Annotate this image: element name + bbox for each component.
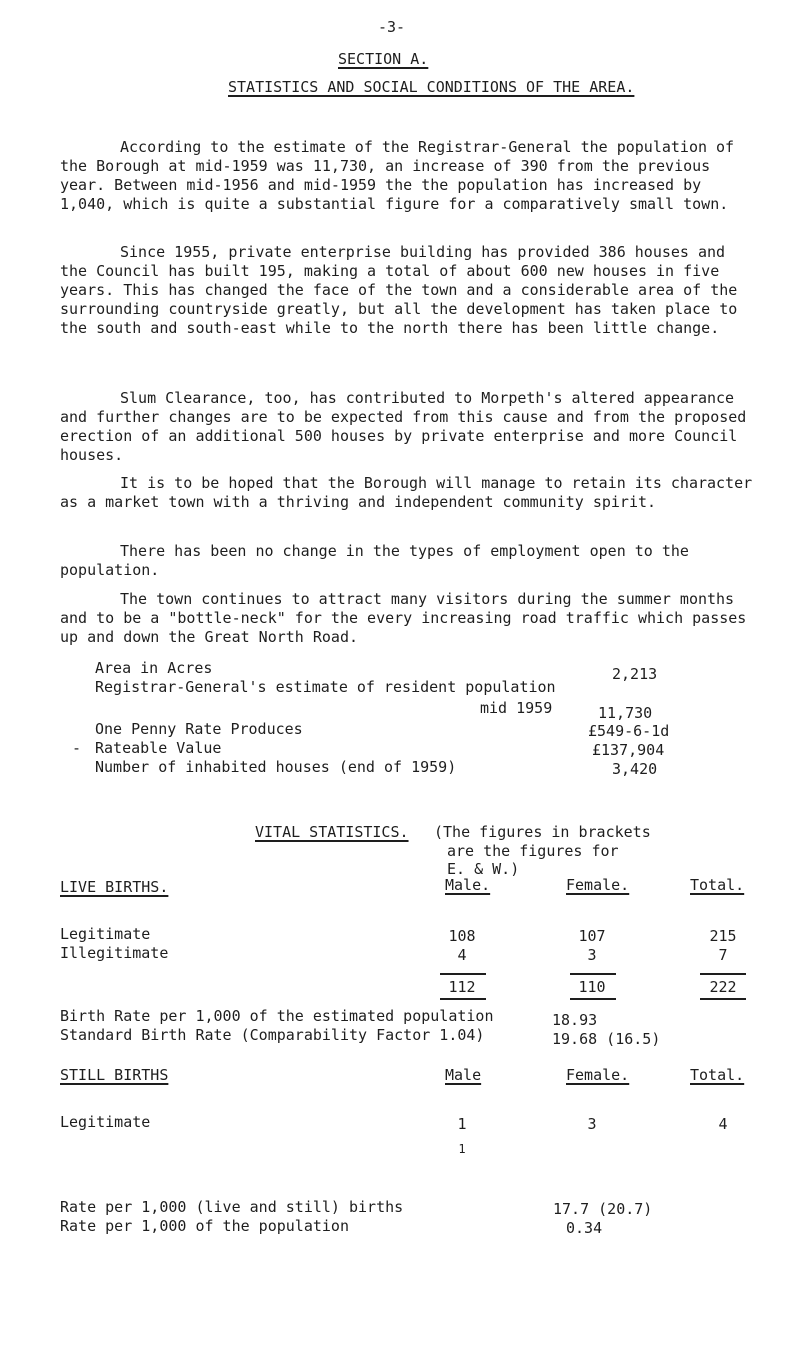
paragraph-traffic: The town continues to attract many visitors during the summer months and to be a "bottle-neck" for the every increasing road traffic which passes up and down the Great North Road. xyxy=(60,590,747,646)
birth-rate-label: Birth Rate per 1,000 of the estimated population xyxy=(60,1007,494,1025)
rule-female-bottom xyxy=(570,998,616,1000)
row-male: 4 xyxy=(457,946,467,964)
row-total: 7 xyxy=(718,946,728,964)
rate-live-still-value: 17.7 (20.7) xyxy=(553,1200,653,1218)
paragraph-market-town: It is to be hoped that the Borough will manage to retain its character as a market town with a thriving and independent community spirit. xyxy=(60,474,753,511)
row-male: 108 xyxy=(448,927,476,945)
row-female: 107 xyxy=(578,927,606,945)
still-births-heading: STILL BIRTHS xyxy=(60,1066,169,1084)
still-row-label: Legitimate xyxy=(60,1113,151,1131)
page-number: -3- xyxy=(378,18,406,36)
total-male: 112 xyxy=(448,978,476,996)
rule-total-bottom xyxy=(700,998,746,1000)
still-row-male: 1 xyxy=(457,1115,467,1133)
still-row-female: 3 xyxy=(587,1115,597,1133)
total-total: 222 xyxy=(709,978,737,996)
rule-total-top xyxy=(700,973,746,975)
rate-live-still-label: Rate per 1,000 (live and still) births xyxy=(60,1198,404,1216)
col-male-header: Male. xyxy=(445,876,491,894)
row-female: 3 xyxy=(587,946,597,964)
section-subtitle: STATISTICS AND SOCIAL CONDITIONS OF THE AREA. xyxy=(228,78,635,96)
area-value: 2,213 xyxy=(612,665,658,683)
still-col-total-header: Total. xyxy=(690,1066,745,1084)
rateable-value: £137,904 xyxy=(592,741,665,759)
population-year-label: mid 1959 xyxy=(480,699,553,717)
col-female-header: Female. xyxy=(566,876,630,894)
rule-male-top xyxy=(440,973,486,975)
rateable-bullet: - xyxy=(72,739,82,757)
population-value: 11,730 xyxy=(598,704,653,722)
paragraph-slum-clearance: Slum Clearance, too, has contributed to Morpeth's altered appearance and further changes are to be expected from this cause and from the proposed erection of an additional 500 houses by private enterprise and more Council houses. xyxy=(60,389,747,464)
paragraph-housing: Since 1955, private enterprise building has provided 386 houses and the Council has built 195, making a total of about 600 new houses in five years. This has changed the face of the town and a considerable area of the surrounding countryside greatly, but all the development has taken place to the south and south-east while to the north there has been little change. xyxy=(60,243,738,337)
penny-rate-label: One Penny Rate Produces xyxy=(95,720,303,738)
rule-male-bottom xyxy=(440,998,486,1000)
vital-statistics-title: VITAL STATISTICS. xyxy=(255,823,409,841)
row-label: Legitimate xyxy=(60,925,151,943)
rate-population-value: 0.34 xyxy=(566,1219,603,1237)
row-total: 215 xyxy=(709,927,737,945)
std-birth-rate-label: Standard Birth Rate (Comparability Factor 1.04) xyxy=(60,1026,485,1044)
paragraph-population: According to the estimate of the Registrar-General the population of the Borough at mid-1959 was 11,730, an increase of 390 from the previous year. Between mid-1956 and mid-1959 the the population has increased by 1,040, which is quite a substantial figure for a comparatively small town. xyxy=(60,138,735,213)
row-label: Illegitimate xyxy=(60,944,169,962)
penny-rate-value: £549-6-1d xyxy=(588,722,670,740)
rateable-value-label: Rateable Value xyxy=(95,739,222,757)
area-label: Area in Acres xyxy=(95,659,213,677)
bracket-note-line-3: E. & W.) xyxy=(447,860,520,878)
birth-rate-value: 18.93 xyxy=(552,1011,598,1029)
bracket-note-line-1: (The figures in brackets xyxy=(434,823,651,841)
population-label: Registrar-General's estimate of resident population xyxy=(95,678,556,696)
inhabited-houses-label: Number of inhabited houses (end of 1959) xyxy=(95,758,457,776)
still-col-male-header: Male xyxy=(445,1066,482,1084)
still-row-male-extra: 1 xyxy=(458,1142,466,1156)
inhabited-houses-value: 3,420 xyxy=(612,760,658,778)
std-birth-rate-value: 19.68 (16.5) xyxy=(552,1030,661,1048)
rate-population-label: Rate per 1,000 of the population xyxy=(60,1217,349,1235)
bracket-note-line-2: are the figures for xyxy=(447,842,619,860)
live-births-heading: LIVE BIRTHS. xyxy=(60,878,169,896)
still-row-total: 4 xyxy=(718,1115,728,1133)
paragraph-employment: There has been no change in the types of employment open to the population. xyxy=(60,542,689,579)
still-col-female-header: Female. xyxy=(566,1066,630,1084)
total-female: 110 xyxy=(578,978,606,996)
section-title: SECTION A. xyxy=(338,50,429,68)
rule-female-top xyxy=(570,973,616,975)
col-total-header: Total. xyxy=(690,876,745,894)
